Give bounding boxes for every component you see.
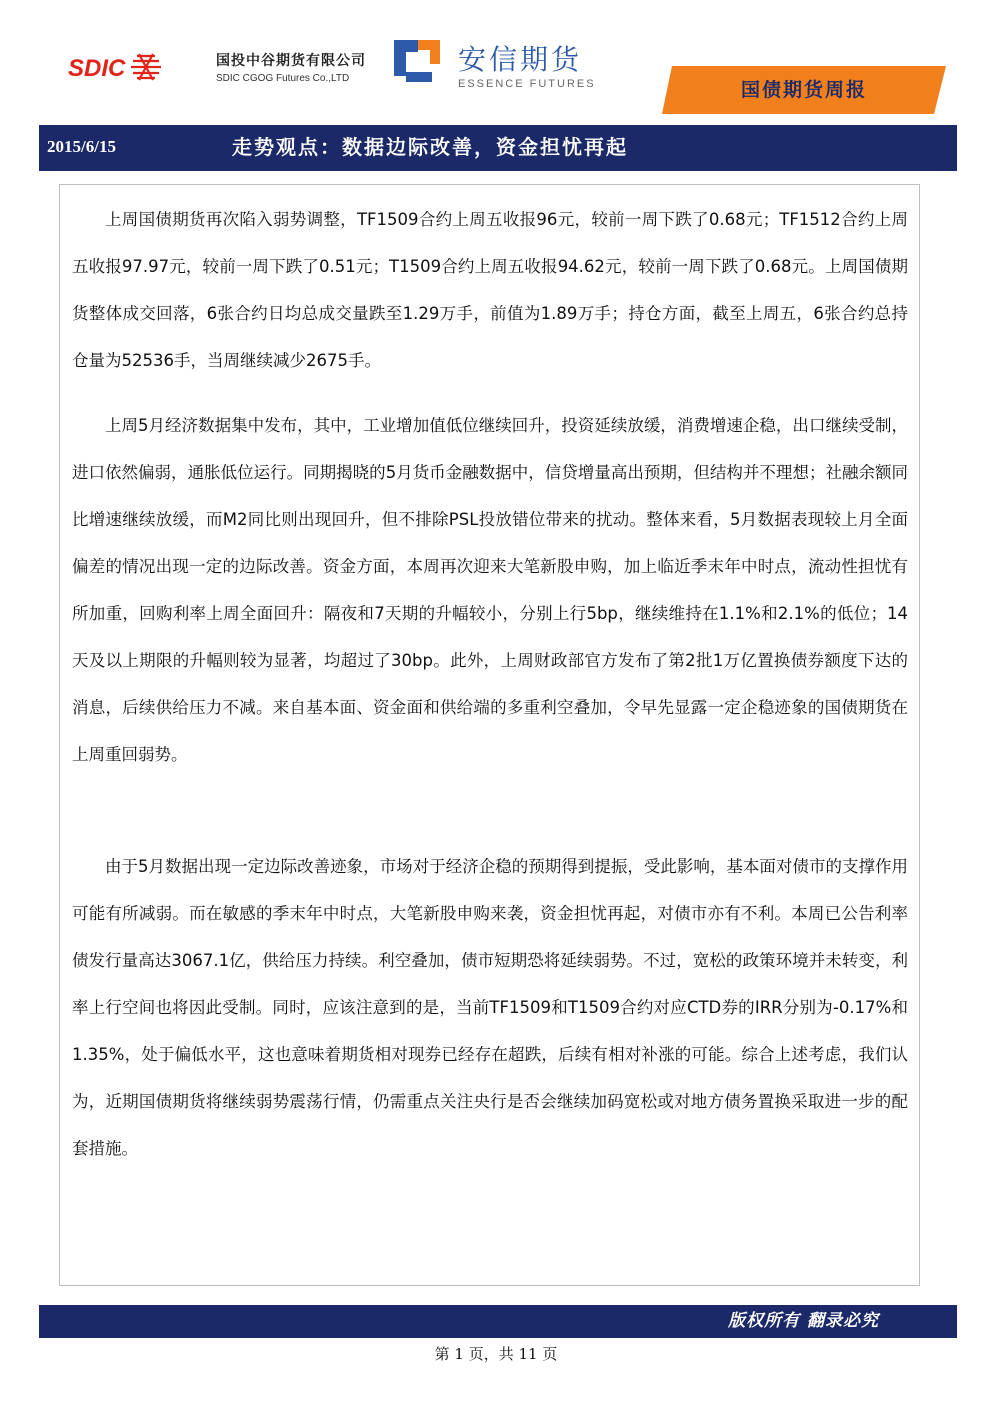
page-indicator: 第 1 页，共 11 页: [434, 1345, 558, 1363]
page-header: [0, 0, 992, 125]
footer-bar: [39, 1305, 957, 1338]
title-bar: [39, 125, 957, 171]
report-type-title: 国债期货周报: [740, 79, 867, 101]
essence-logo-icon: [392, 38, 444, 88]
body-paragraph: 上周国债期货再次陷入弱势调整，TF1509合约上周五收报96元，较前一周下跌了0.68元；TF1512合约上周五收报97.97元，较前一周下跌了0.51元；T1509合约上周五收报94.62元，较前一周下跌了0.68元。上周国债期货整体成交回落，6张合约日均总成交量跌至1.29万手，前值为1.89万手；持仓方面，截至上周五，6张合约总持仓量为52536手，当周继续减少2675手。: [72, 210, 908, 370]
report-headline: 走势观点：数据边际改善，资金担忧再起: [232, 135, 628, 159]
sdic-logo: [68, 52, 163, 86]
essence-futures-logo: [458, 44, 596, 90]
copyright-notice: 版权所有 翻录必究: [728, 1311, 879, 1331]
cgog-company-name: [216, 50, 366, 84]
company-name-cn: 国投中谷期货有限公司: [216, 53, 366, 69]
sdic-globe-icon: [129, 52, 163, 86]
report-type-tab: [662, 66, 946, 114]
essence-name-cn: 安信期货: [458, 43, 583, 76]
body-paragraph: 上周5月经济数据集中发布，其中，工业增加值低位继续回升，投资延续放缓，消费增速企稳，出口继续受制，进口依然偏弱，通胀低位运行。同期揭晓的5月货币金融数据中，信贷增量高出预期，但结构并不理想；社融余额同比增速继续放缓，而M2同比则出现回升，但不排除PSL投放错位带来的扰动。整体来看，5月数据表现较上月全面偏差的情况出现一定的边际改善。资金方面，本周再次迎来大笔新股申购，加上临近季末年中时点，流动性担忧有所加重，回购利率上周全面回升：隔夜和7天期的升幅较小，分别上行5bp，继续维持在1.1%和2.1%的低位；14天及以上期限的升幅则较为显著，均超过了30bp。此外，上周财政部官方发布了第2批1万亿置换债券额度下达的消息，后续供给压力不减。来自基本面、资金面和供给端的多重利空叠加，令早先显露一定企稳迹象的国债期货在上周重回弱势。: [72, 416, 908, 764]
company-name-en: SDIC CGOG Futures Co.,LTD: [216, 73, 350, 84]
essence-name-en: ESSENCE FUTURES: [458, 78, 596, 90]
report-date: 2015/6/15: [47, 137, 116, 156]
body-paragraph: 由于5月数据出现一定边际改善迹象，市场对于经济企稳的预期得到提振，受此影响，基本面对债市的支撑作用可能有所减弱。而在敏感的季末年中时点，大笔新股申购来袭，资金担忧再起，对债市亦有不利。本周已公告利率债发行量高达3067.1亿，供给压力持续。利空叠加，债市短期恐将延续弱势。不过，宽松的政策环境并未转变，利率上行空间也将因此受制。同时，应该注意到的是，当前TF1509和T1509合约对应CTD券的IRR分别为-0.17%和1.35%，处于偏低水平，这也意味着期货相对现券已经存在超跌，后续有相对补涨的可能。综合上述考虑，我们认为，近期国债期货将继续弱势震荡行情，仍需重点关注央行是否会继续加码宽松或对地方债务置换采取进一步的配套措施。: [72, 857, 908, 1158]
sdic-logo-text: SDIC: [68, 55, 126, 82]
